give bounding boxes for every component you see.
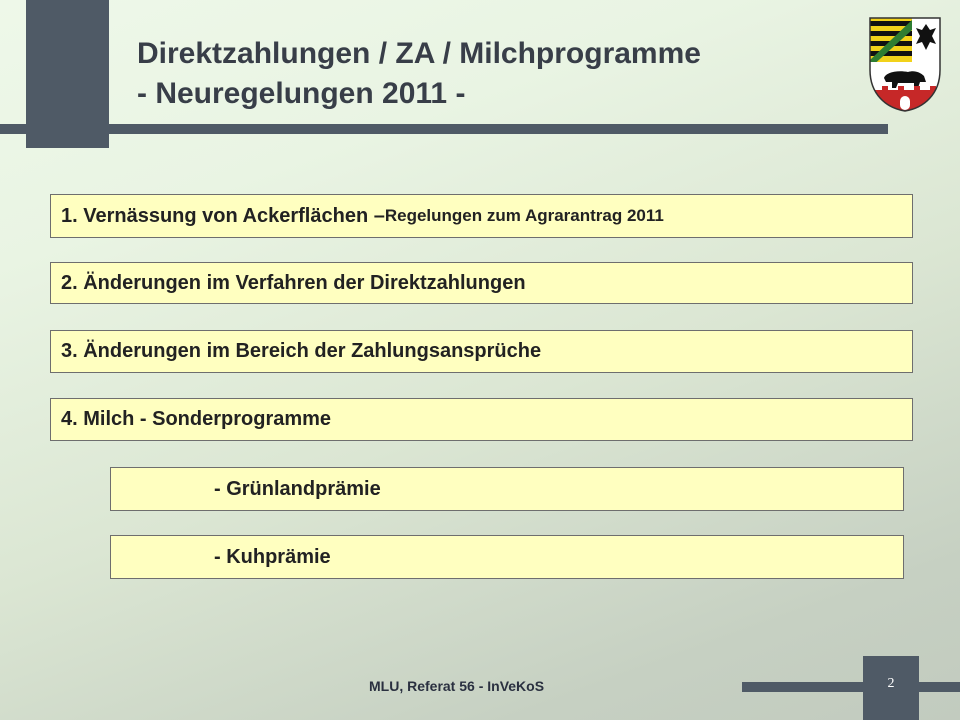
item-direktzahlungen [50, 262, 913, 304]
item-2-text: 2. Änderungen im Verfahren der Direktzahlungen [61, 271, 526, 294]
item-milch-sonderprogramme [50, 398, 913, 441]
item-zahlungsansprueche [50, 330, 913, 373]
coat-of-arms-icon [868, 16, 942, 112]
footer-text: MLU, Referat 56 - InVeKoS [369, 678, 545, 694]
decorative-line-bottom [742, 682, 960, 692]
item-3-text: 3. Änderungen im Bereich der Zahlungsansprüche [61, 340, 542, 362]
item-4-text: 4. Milch - Sonderprogramme [61, 408, 332, 430]
item-vernaessung [50, 194, 913, 238]
subitem-2-text: - Kuhprämie [214, 545, 331, 568]
item-1-suffix: Regelungen zum Agrarantrag 2011 [384, 206, 664, 225]
subitem-gruenlandpraemie [110, 467, 904, 511]
slide-title [137, 34, 701, 114]
page-number: 2 [887, 676, 895, 691]
item-1-text: 1. Vernässung von Ackerflächen – [61, 204, 385, 227]
subitem-kuhpraemie [110, 535, 904, 579]
subitem-1-text: - Grünlandprämie [214, 477, 381, 500]
decorative-line-top [0, 124, 888, 134]
title-line-1: Direktzahlungen / ZA / Milchprogramme [137, 37, 701, 70]
title-line-2: - Neuregelungen 2011 - [137, 77, 466, 110]
